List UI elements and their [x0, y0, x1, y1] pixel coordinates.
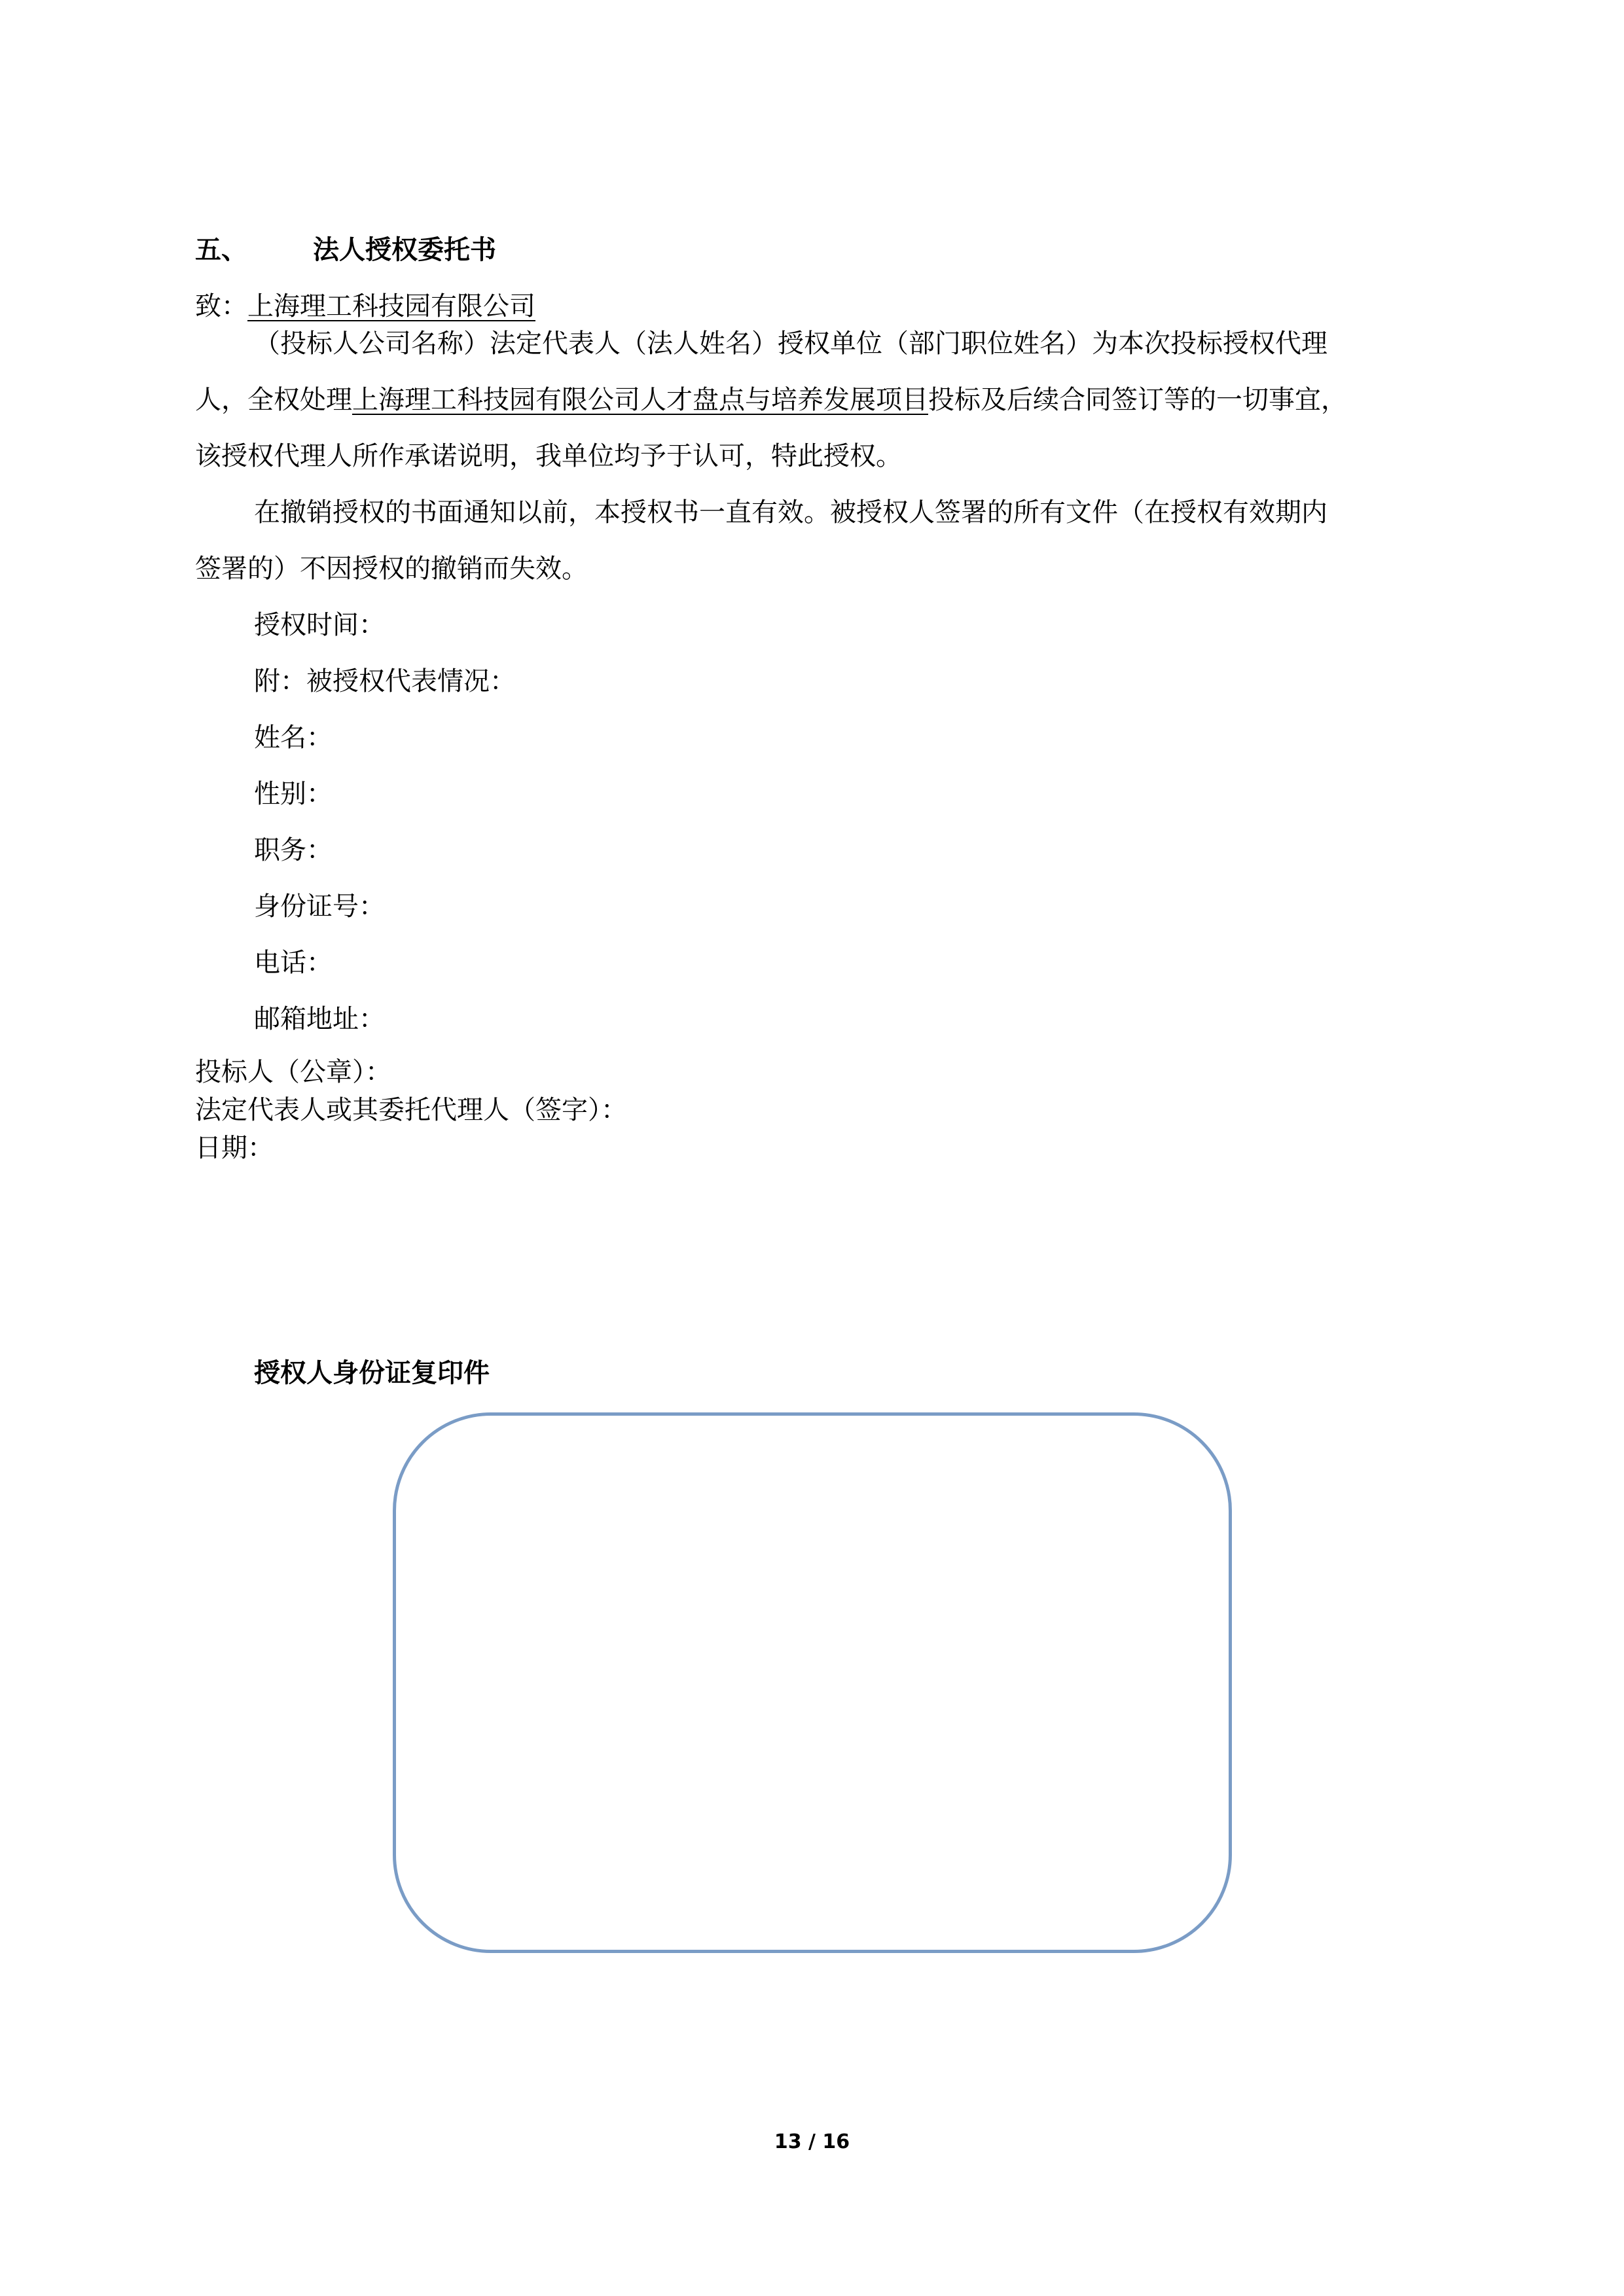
- project-name: 上海理工科技园有限公司人才盘点与培养发展项目: [352, 385, 928, 415]
- para2-line2: 签署的）不因授权的撤销而失效。: [195, 554, 588, 584]
- field-position: 职务：: [254, 835, 333, 865]
- id-copy-title: 授权人身份证复印件: [254, 1357, 490, 1388]
- recipient-prefix: 致：: [195, 291, 247, 321]
- field-name: 姓名：: [254, 723, 333, 753]
- para1-line2-suffix: 投标及后续合同签订等的一切事宜，: [928, 385, 1347, 415]
- field-email-address: 邮箱地址：: [254, 1004, 385, 1034]
- para1-line2: [195, 383, 1347, 417]
- para1-line2-prefix: 人，全权处理: [195, 385, 352, 415]
- recipient-line: [195, 289, 535, 323]
- signature-bidder: 投标人（公章）：: [195, 1057, 391, 1087]
- field-gender: 性别：: [254, 779, 333, 809]
- field-attachment: 附：被授权代表情况：: [254, 666, 516, 696]
- id-copy-box: [393, 1412, 1232, 1953]
- para1-line1: （投标人公司名称）法定代表人（法人姓名）授权单位（部门职位姓名）为本次投标授权代理: [254, 329, 1327, 359]
- field-id-number: 身份证号：: [254, 891, 385, 922]
- recipient-company: 上海理工科技园有限公司: [247, 291, 535, 321]
- field-phone: 电话：: [254, 948, 333, 978]
- signature-representative: 法定代表人或其委托代理人（签字）：: [195, 1095, 627, 1125]
- section-number: 五、: [195, 234, 247, 265]
- section-heading: [195, 233, 496, 267]
- page-number: 13 / 16: [774, 2130, 850, 2153]
- section-title: 法人授权委托书: [313, 234, 496, 265]
- para1-line3: 该授权代理人所作承诺说明，我单位均予于认可，特此授权。: [195, 441, 902, 471]
- para2-line1: 在撤销授权的书面通知以前，本授权书一直有效。被授权人签署的所有文件（在授权有效期内: [254, 497, 1327, 528]
- field-auth-time: 授权时间：: [254, 610, 385, 640]
- signature-date: 日期：: [195, 1133, 274, 1163]
